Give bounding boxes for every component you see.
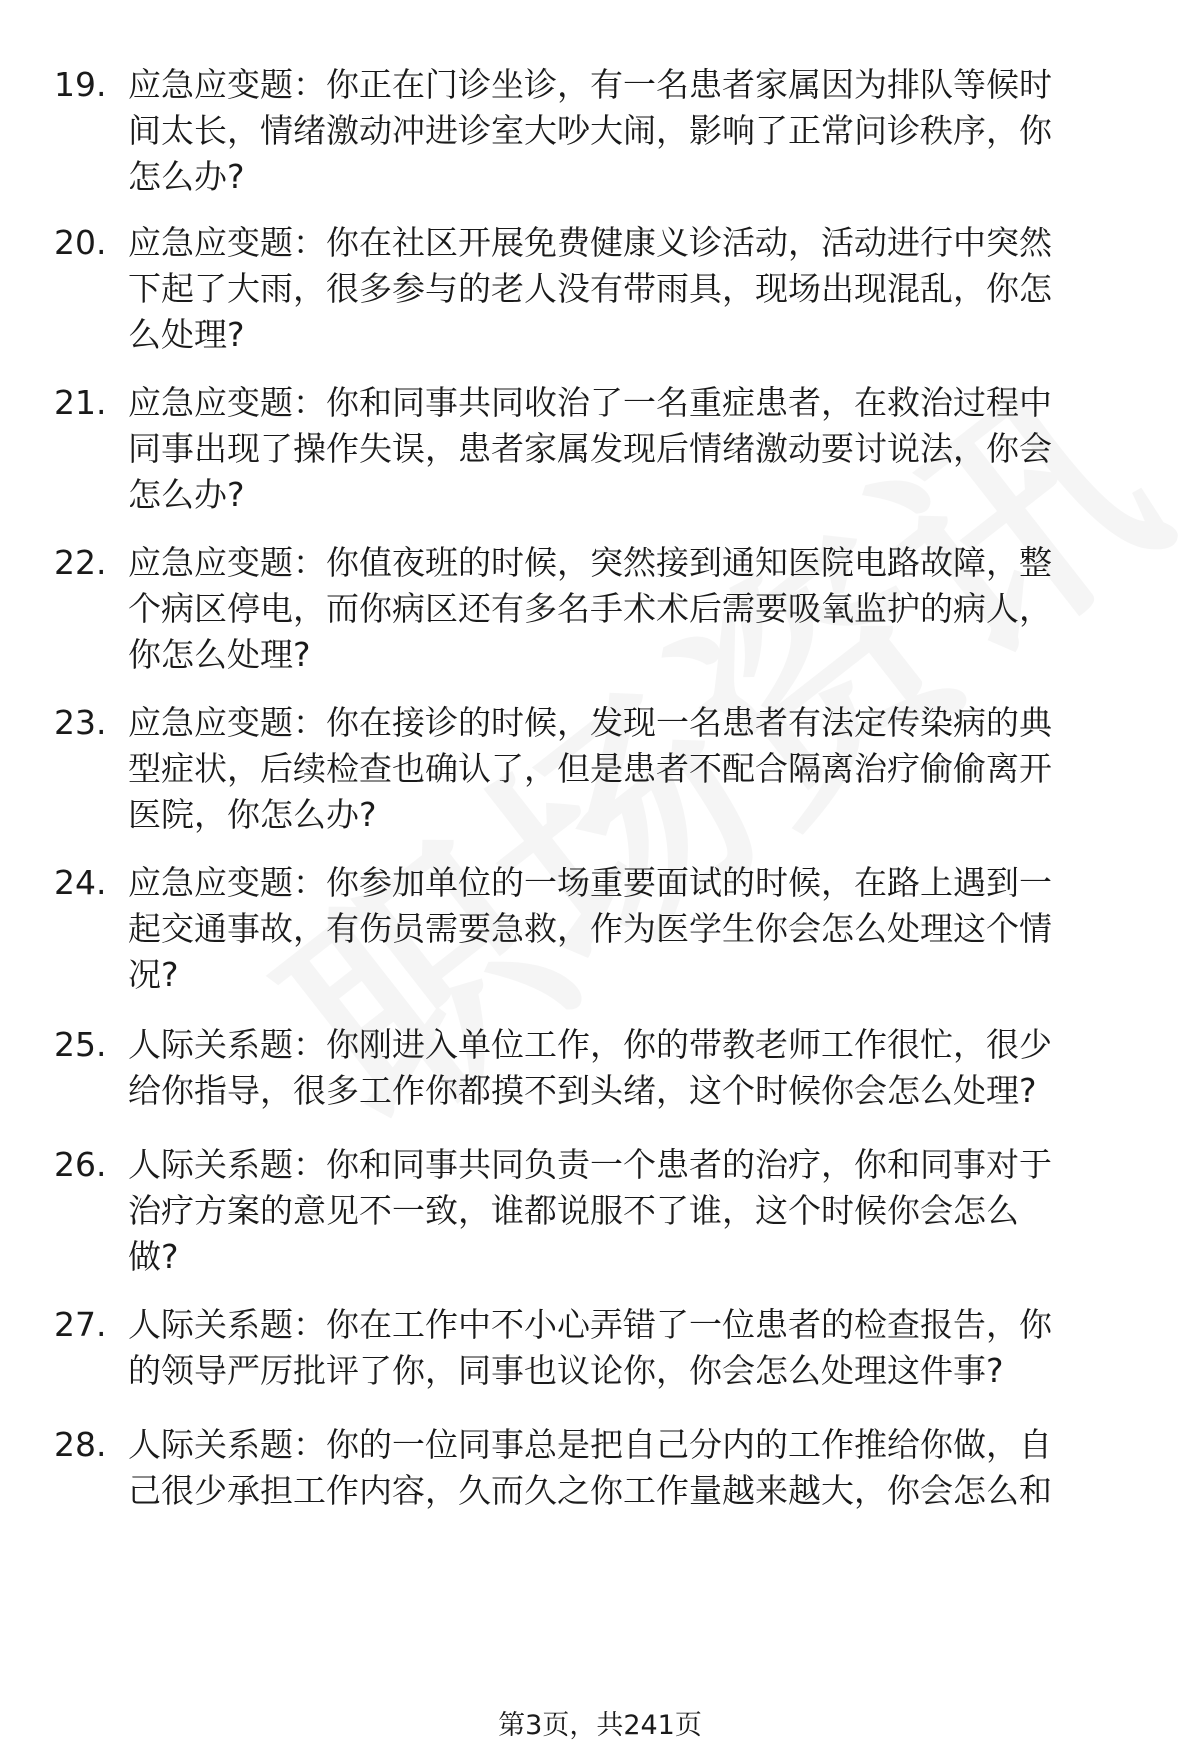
question-text [128,700,1148,838]
question-text [128,220,1148,358]
question-line: 应急应变题：你参加单位的一场重要面试的时候，在路上遇到一 [128,863,1052,902]
question-line: 人际关系题：你在工作中不小心弄错了一位患者的检查报告，你 [128,1305,1052,1344]
question-number: 19. [54,65,107,104]
question-number: 25. [54,1025,107,1064]
question-text [128,1022,1148,1114]
question-text [128,1142,1148,1280]
question-line: 起交通事故，有伤员需要急救，作为医学生你会怎么处理这个情 [128,909,1052,948]
question-text [128,540,1148,678]
question-line: 治疗方案的意见不一致，谁都说服不了谁，这个时候你会怎么 [128,1191,1019,1230]
page-footer: 第3页，共241页 [498,1710,702,1741]
question-line: 怎么办? [128,475,245,514]
question-number: 21. [54,383,107,422]
question-line: 应急应变题：你和同事共同收治了一名重症患者，在救治过程中 [128,383,1052,422]
question-line: 么处理? [128,315,245,354]
question-number: 23. [54,703,107,742]
question-line: 己很少承担工作内容，久而久之你工作量越来越大，你会怎么和 [128,1471,1052,1510]
question-line: 型症状，后续检查也确认了，但是患者不配合隔离治疗偷偷离开 [128,749,1052,788]
question-number: 22. [54,543,107,582]
question-line: 同事出现了操作失误，患者家属发现后情绪激动要讨说法，你会 [128,429,1052,468]
question-line: 应急应变题：你在接诊的时候，发现一名患者有法定传染病的典 [128,703,1052,742]
question-text [128,1422,1148,1514]
question-number: 26. [54,1145,107,1184]
question-line: 人际关系题：你刚进入单位工作，你的带教老师工作很忙，很少 [128,1025,1052,1064]
question-text [128,1302,1148,1394]
question-text [128,62,1148,200]
question-text [128,860,1148,998]
question-line: 你怎么处理? [128,635,311,674]
question-line: 人际关系题：你和同事共同负责一个患者的治疗，你和同事对于 [128,1145,1052,1184]
question-line: 医院，你怎么办? [128,795,377,834]
question-line: 个病区停电，而你病区还有多名手术术后需要吸氧监护的病人， [128,589,1052,628]
question-line: 应急应变题：你正在门诊坐诊，有一名患者家属因为排队等候时 [128,65,1052,104]
question-text [128,380,1148,518]
question-line: 人际关系题：你的一位同事总是把自己分内的工作推给你做，自 [128,1425,1052,1464]
question-line: 怎么办? [128,157,245,196]
question-number: 20. [54,223,107,262]
question-line: 做? [128,1237,179,1276]
question-number: 27. [54,1305,107,1344]
question-line: 况? [128,955,179,994]
question-line: 给你指导，很多工作你都摸不到头绪，这个时候你会怎么处理? [128,1071,1037,1110]
question-line: 的领导严厉批评了你，同事也议论你，你会怎么处理这件事? [128,1351,1004,1390]
question-line: 下起了大雨，很多参与的老人没有带雨具，现场出现混乱，你怎 [128,269,1052,308]
question-number: 24. [54,863,107,902]
question-line: 应急应变题：你值夜班的时候，突然接到通知医院电路故障，整 [128,543,1052,582]
question-line: 应急应变题：你在社区开展免费健康义诊活动，活动进行中突然 [128,223,1052,262]
question-line: 间太长，情绪激动冲进诊室大吵大闹，影响了正常问诊秩序，你 [128,111,1052,150]
question-number: 28. [54,1425,107,1464]
